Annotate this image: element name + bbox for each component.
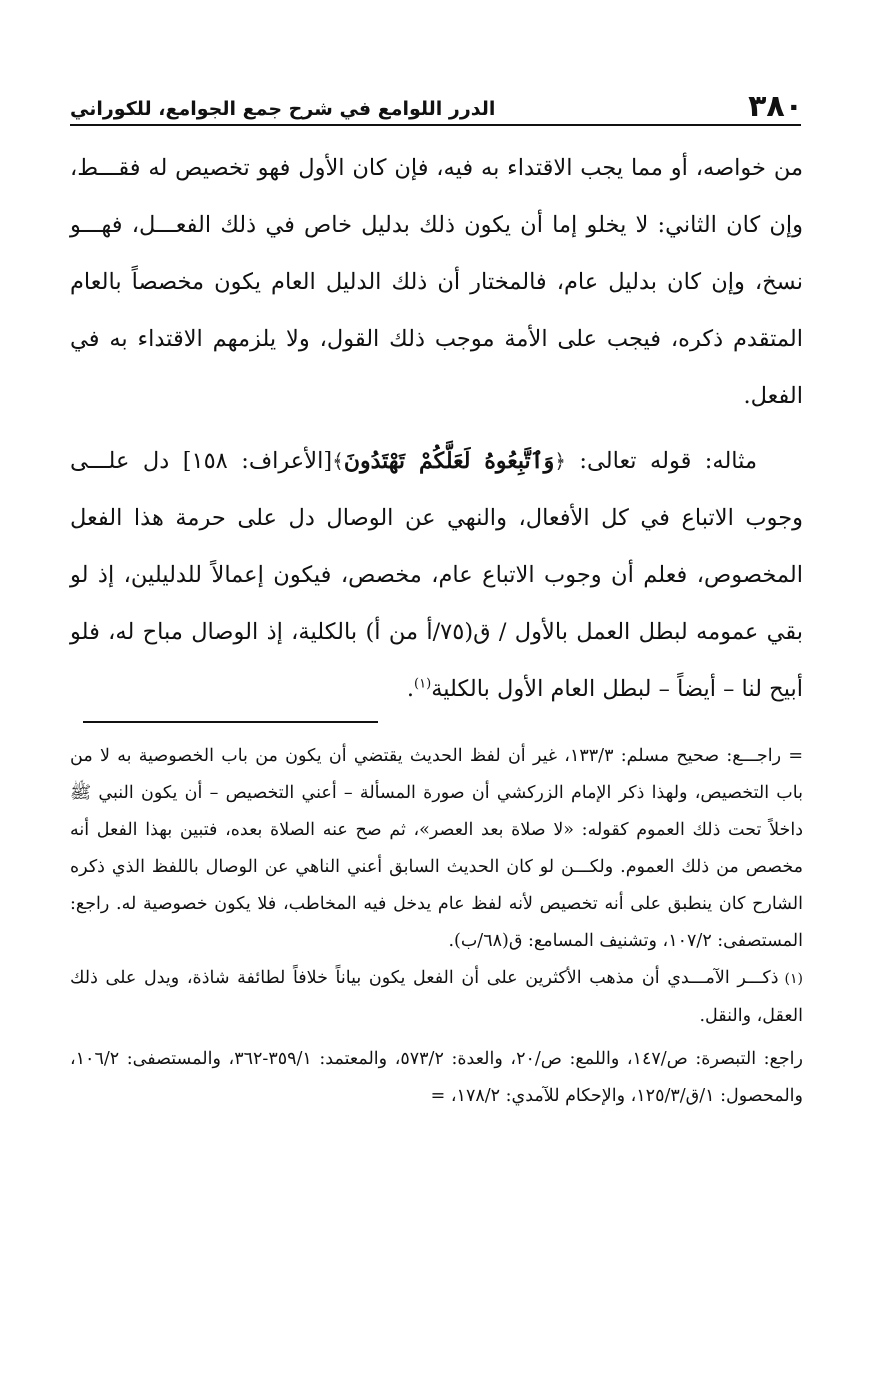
verse-close-bracket: ﴾	[332, 449, 344, 473]
example-intro: مثاله: قوله تعالى:	[565, 448, 757, 474]
footnote-marker: (١)	[414, 676, 432, 692]
footnote-1	[70, 960, 803, 1035]
verse-open-bracket: ﴿	[554, 449, 566, 473]
footnote-separator	[83, 721, 378, 723]
paragraph-1: من خواصه، أو مما يجب الاقتداء به فيه، فإن كان الأول فهو تخصيص له فقـــط، وإن كان الثاني: لا يخلو إما أن يكون ذلك بدليل خاص في ذلك الفعـــل، فهـــو نسخ، وإن كان بدليل عام، فالمختار أن ذلك الدليل العام يكون مخصصاً بالعام المتقدم ذكره، فيجب على الأمة موجب ذلك القول، ولا يلزمهم الاقتداء به في الفعل.	[70, 155, 803, 409]
footnote-1-number: (١)	[784, 971, 803, 987]
page-header	[70, 84, 803, 124]
paragraph-2	[70, 433, 803, 718]
verse-reference: [الأعراف: ١٥٨]	[182, 448, 333, 474]
quran-verse: وَٱتَّبِعُوهُ لَعَلَّكُمْ تَهْتَدُونَ	[343, 448, 555, 474]
footnote-1-text: ذكـــر الآمـــدي أن مذهب الأكثرين على أن الفعل يكون بياناً خلافاً لطائفة شاذة، ويدل على ذلك العقل، والنقل.	[70, 968, 803, 1026]
paragraph-2-end: .	[406, 676, 415, 702]
footnotes	[70, 738, 803, 1115]
main-text	[70, 140, 803, 718]
paragraph-2-text: دل علـــى وجوب الاتباع في كل الأفعال، والنهي عن الوصال دل على حرمة هذا الفعل المخصوص، فعلم أن وجوب الاتباع عام، مخصص، فيكون إعمالاً للدليلين، إذ لو بقي عمومه لبطل العمل بالأول / ق(٧٥/أ من أ) بالكلية، إذ الوصال مباح له، فلو أبيح لنا – أيضاً – لبطل العام الأول بالكلية	[70, 448, 803, 702]
footnote-references: راجع: التبصرة: ص/١٤٧، واللمع: ص/٢٠، والعدة: ٥٧٣/٢، والمعتمد: ٣٥٩/١-٣٦٢، والمستصفى: ١٠٦/٢، والمحصول: ١/ق/١٢٥/٣، والإحكام للآمدي: ١٧٨/٢، =	[70, 1049, 803, 1106]
page-number: ٣٨٠	[748, 89, 803, 124]
footnote-continuation: = راجـــع: صحيح مسلم: ١٣٣/٣، غير أن لفظ الحديث يقتضي أن يكون من باب الخصوصية به لا من باب التخصيص، ولهذا ذكر الإمام الزركشي أن صورة المسألة – أعني التخصيص – أن يكون النبي ﷺ داخلاً تحت ذلك العموم كقوله: «لا صلاة بعد العصر»، ثم صح عنه الصلاة بعده، فتبين بهذا الفعل أنه مخصص من ذلك العموم. ولكـــن لو كان الحديث السابق أعني الناهي عن الوصال باللفظ الذي ذكره الشارح كان ينطبق على أنه تخصيص لأنه لفظ عام يدخل فيه المخاطب، فلا يكون خصوصية له. راجع: المستصفى: ١٠٧/٢، وتشنيف المسامع: ق(٦٨/ب).	[70, 746, 803, 951]
header-rule	[70, 124, 801, 126]
running-title: الدرر اللوامع في شرح جمع الجوامع، للكوراني	[70, 98, 496, 120]
